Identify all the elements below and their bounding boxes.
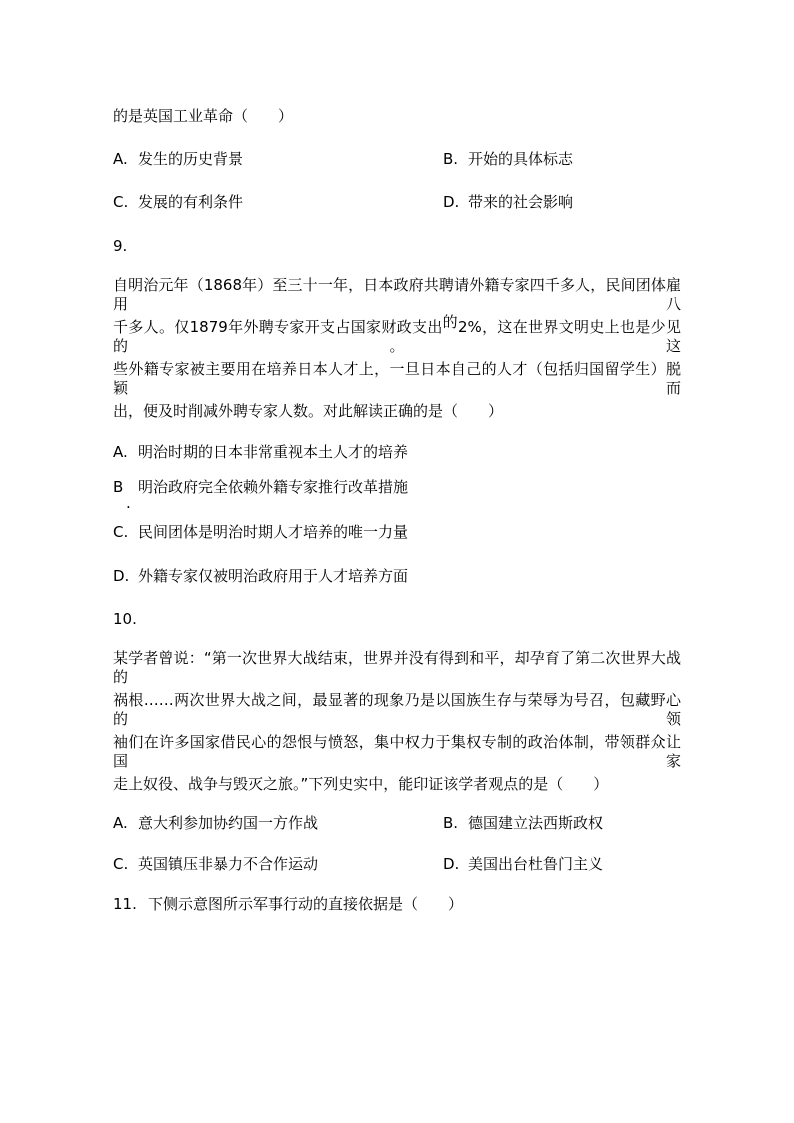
q9-option-b-wrapped-period: .	[126, 494, 131, 512]
q10-option-a-key: A.	[113, 814, 128, 832]
q8-option-a-key: A.	[113, 150, 128, 168]
q8-option-c-text: 发展的有利条件	[138, 193, 244, 211]
q9-option-d-key: D.	[113, 567, 130, 585]
q9-option-a-key: A.	[113, 443, 128, 461]
q10-stem-line-3: 袖们在许多国家借民心的怨恨与愤怒，集中权力于集权专制的政治体制，带领群众让国家	[113, 733, 681, 770]
q9-stem-line-2-raised-char: 的	[442, 313, 458, 331]
q9-stem-line-4: 出，便及时削减外聘专家人数。对此解读正确的是（ ）	[113, 402, 504, 420]
q9-option-c	[113, 523, 408, 542]
q9-stem-line-1: 自明治元年（1868年）至三十一年，日本政府共聘请外籍专家四千多人，民间团体雇用八	[113, 276, 681, 313]
q10-option-d-text: 美国出台杜鲁门主义	[468, 855, 604, 873]
q8-option-d-text: 带来的社会影响	[468, 193, 574, 211]
q10-options-row-cd	[0, 855, 794, 874]
q9-stem-line-2-before: 千多人。仅1879年外聘专家开支占国家财政支出	[113, 318, 443, 336]
q9-option-d	[113, 567, 408, 586]
q10-option-b-text: 德国建立法西斯政权	[468, 814, 604, 832]
q9-option-a-text: 明治时期的日本非常重视本土人才的培养	[138, 443, 409, 461]
q10-option-d-key: D.	[443, 855, 460, 873]
q8-option-a	[113, 150, 243, 169]
q8-option-b-text: 开始的具体标志	[468, 150, 574, 168]
q9-stem-line-3: 些外籍专家被主要用在培养日本人才上，一旦日本自己的人才（包括归国留学生）脱颖而	[113, 360, 681, 397]
q11-stem	[113, 895, 463, 914]
q8-stem-tail: 的是英国工业革命（ ）	[113, 107, 294, 125]
q8-option-c	[113, 193, 243, 212]
q9-stem-line-2-after: 2%，这在世界文明史上也是少见的。这	[113, 318, 681, 355]
q9-option-b-key: B	[113, 478, 124, 496]
q8-options-row-ab	[0, 150, 794, 169]
q11-stem-text: 下侧示意图所示军事行动的直接依据是（ ）	[148, 895, 464, 913]
q8-options-row-cd	[0, 193, 794, 212]
q10-stem-line-4: 走上奴役、战争与毁灭之旅。”下列史实中，能印证该学者观点的是（ ）	[113, 775, 609, 793]
q8-option-b	[443, 150, 573, 169]
q10-stem-line-2: 祸根……两次世界大战之间，最显著的现象乃是以国族生存与荣辱为号召，包藏野心的领	[113, 691, 681, 728]
q9-stem-line-2	[113, 313, 681, 356]
q9-option-b	[113, 478, 408, 497]
q9-option-a	[113, 443, 408, 462]
q10-options-row-ab	[0, 814, 794, 833]
q10-option-d	[443, 855, 603, 874]
q9-number: 9.	[113, 237, 128, 255]
q8-option-d-key: D.	[443, 193, 460, 211]
q10-option-c-key: C.	[113, 855, 129, 873]
q10-option-b-key: B.	[443, 814, 459, 832]
q10-number: 10.	[113, 610, 137, 628]
q8-option-c-key: C.	[113, 193, 129, 211]
q9-option-c-key: C.	[113, 523, 129, 541]
q10-option-c	[113, 855, 318, 874]
q8-option-d	[443, 193, 573, 212]
q10-option-b	[443, 814, 603, 833]
q10-option-a-text: 意大利参加协约国一方作战	[138, 814, 319, 832]
q10-option-c-text: 英国镇压非暴力不合作运动	[138, 855, 319, 873]
q9-option-c-text: 民间团体是明治时期人才培养的唯一力量	[138, 523, 409, 541]
q10-option-a	[113, 814, 318, 833]
q10-stem-line-1: 某学者曾说：“第一次世界大战结束，世界并没有得到和平，却孕育了第二次世界大战的	[113, 649, 681, 686]
q11-number: 11.	[113, 895, 137, 913]
q9-option-b-text: 明治政府完全依赖外籍专家推行改革措施	[138, 478, 409, 496]
q9-option-d-text: 外籍专家仅被明治政府用于人才培养方面	[138, 567, 409, 585]
q8-option-a-text: 发生的历史背景	[138, 150, 244, 168]
q8-option-b-key: B.	[443, 150, 459, 168]
